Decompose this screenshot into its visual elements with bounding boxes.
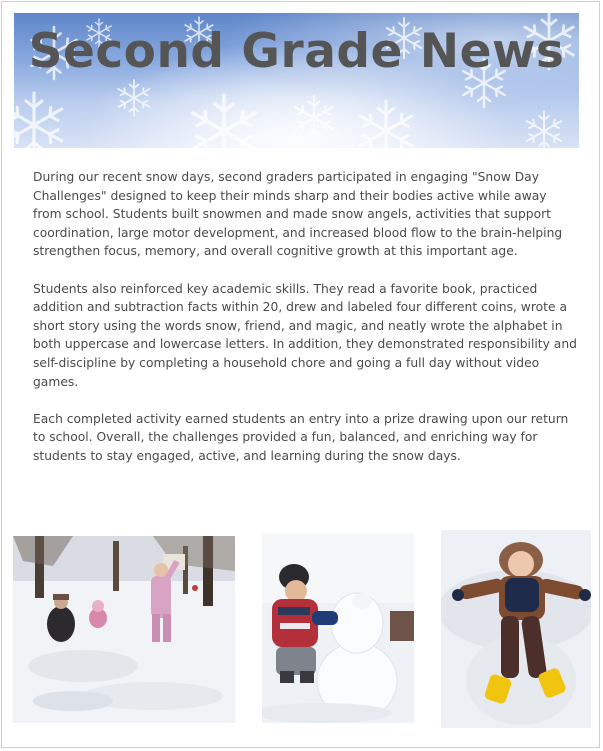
photo-snowman <box>262 533 414 723</box>
paragraph-academics: Students also reinforced key academic skills. They read a favorite book, practiced addition and subtraction facts within 20, drew and labeled four different coins, wrote a short story using the words snow, friend, and magic, and neatly wrote the alphabet in both uppercase and lowercase letters. In addition, they demonstrated responsibility and self-discipline by completing a household chore and going a full day without video games. <box>33 281 577 389</box>
paragraph-intro: During our recent snow days, second graders participated in engaging "Snow Day Challenges" designed to keep their minds sharp and their bodies active while away from school. Students built snowmen and made snow angels, activities that support coordination, large motor development, and increased blood flow to the brain-helping strengthen focus, memory, and overall cognitive growth at this important age. <box>33 170 563 259</box>
newsletter-title: Second Grade News <box>28 24 565 79</box>
article-body <box>33 168 579 484</box>
paragraph-prize: Each completed activity earned students an entry into a prize drawing upon our return to school. Overall, the challenges provided a fun, balanced, and enriching way for students to stay engaged, active, and learning during the snow days. <box>33 411 569 463</box>
header-banner <box>14 13 579 148</box>
photo-snow-yard <box>13 536 235 723</box>
photo-snow-angel <box>441 530 591 728</box>
